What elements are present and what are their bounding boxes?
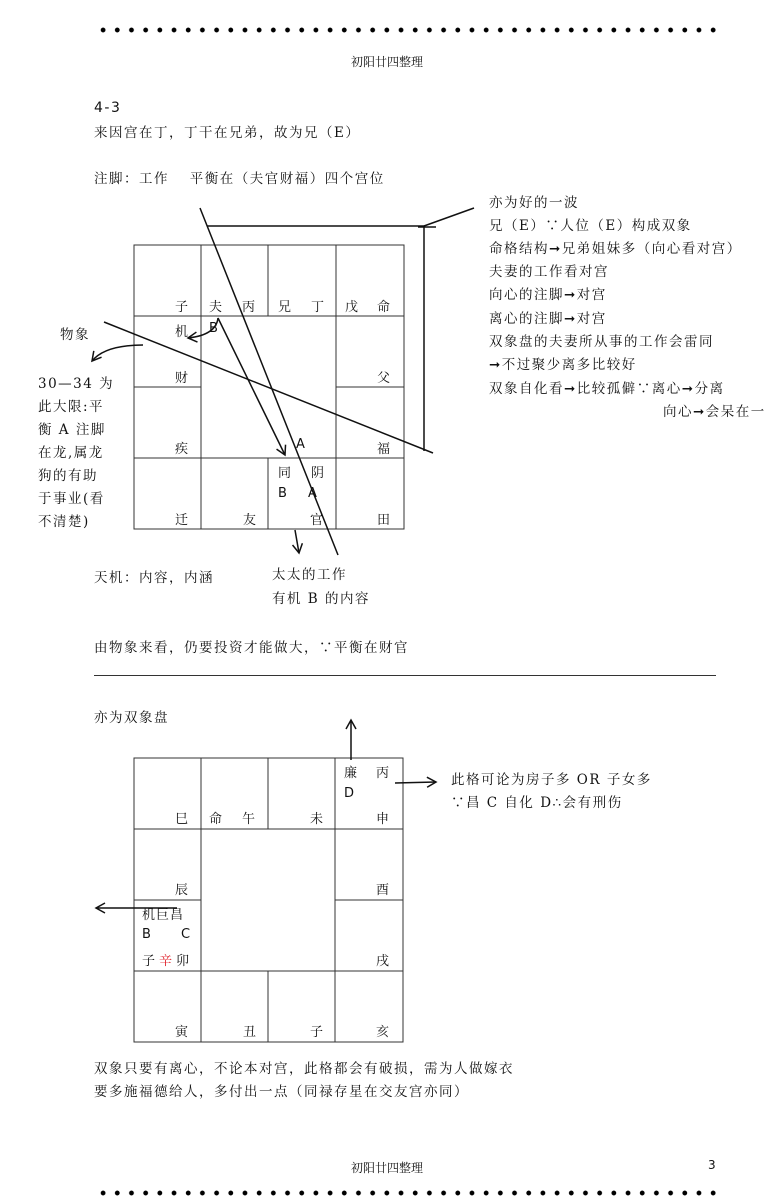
diagonal-line	[104, 322, 433, 453]
header-title: 初阳廿四整理	[350, 55, 423, 69]
palace-label: 财	[175, 371, 189, 386]
palace-label: 丑	[243, 1025, 257, 1040]
conclusion-1: 由物象来看，仍要投资才能做大，∵平衡在财官	[94, 640, 409, 656]
star-label: 同	[278, 466, 292, 481]
section-number: 4-3	[94, 100, 122, 116]
palace-label: 子	[175, 300, 189, 315]
chart-1-annotations	[92, 208, 474, 555]
diagonal-line	[200, 208, 338, 555]
dotted-border-top	[96, 26, 720, 34]
left-note-line: 不清楚)	[38, 514, 90, 530]
mark-label: B	[209, 321, 218, 336]
palace-label: 田	[377, 513, 391, 528]
left-note-line: 狗的有助	[38, 468, 98, 484]
palace-label: 友	[243, 513, 257, 528]
tianji-note: 天机：内容，内涵	[94, 570, 214, 586]
section-2-heading: 亦为双象盘	[94, 710, 169, 726]
stem-label: 丙	[242, 300, 256, 315]
palace-label: 戌	[376, 954, 390, 969]
palace-label: 卯	[176, 954, 190, 969]
page-number: 3	[708, 1158, 716, 1172]
arrow-line	[295, 530, 299, 553]
chart-2-grid	[134, 758, 403, 1042]
palace-label: 子	[310, 1025, 324, 1040]
palace-label: 亥	[376, 1025, 390, 1040]
star-label: 阴	[311, 466, 325, 481]
palace-label: 迁	[175, 513, 189, 528]
paragraph-line-1: 来因宫在丁，丁干在兄弟，故为兄（E）	[94, 125, 361, 141]
left-note-line: 衡 A 注脚	[38, 422, 106, 438]
mark-label: A	[308, 486, 317, 501]
note-line: 向心的注脚➞对宫	[489, 287, 607, 303]
note-line: 命格结构➞兄弟姐妹多（向心看对宫）	[489, 241, 742, 257]
arrow-right	[395, 782, 436, 783]
left-note-line: 在龙,属龙	[38, 445, 104, 461]
mark-label: A	[296, 437, 305, 452]
note-line: ➞不过聚少离多比较好	[489, 357, 637, 373]
mark-label: B	[142, 927, 151, 942]
left-note-line: 此大限:平	[38, 399, 105, 415]
conclusion-2-line: 双象只要有离心，不论本对宫，此格都会有破损，需为人做嫁衣	[94, 1061, 514, 1077]
wuxiang-label: 物象	[60, 327, 90, 343]
palace-label: 福	[377, 442, 391, 457]
chart-1-grid	[134, 245, 404, 529]
footer-title: 初阳廿四整理	[350, 1161, 423, 1175]
stem-label: 辛	[159, 954, 173, 969]
section-divider	[94, 675, 716, 676]
note-line: 夫妻的工作看对宫	[489, 264, 609, 280]
note-line: 双象自化看➞比较孤僻∵离心➞分离	[489, 381, 725, 397]
note-line: 双象盘的夫妻所从事的工作会雷同	[489, 334, 714, 350]
star-label: 机巨昌	[142, 908, 185, 923]
conclusion-2-line: 要多施福德给人，多付出一点（同禄存星在交友宫亦同）	[94, 1084, 469, 1100]
palace-label: 巳	[175, 812, 189, 827]
palace-label: 兄	[278, 300, 292, 315]
palace-label: 寅	[175, 1025, 189, 1040]
left-note-line: 30—34 为	[38, 376, 115, 392]
note-line: 向心➞会呆在一	[663, 404, 766, 420]
palace-label: 子	[142, 954, 156, 969]
note-line: 此格可论为房子多 OR 子女多	[451, 772, 652, 788]
palace-label: 官	[310, 513, 324, 528]
paragraph-line-2: 注脚：工作 平衡在（夫官财福）四个宫位	[94, 171, 385, 187]
mark-label: C	[181, 927, 191, 942]
stem-label: 丁	[311, 300, 325, 315]
dotted-border-bottom	[96, 1189, 720, 1197]
wife-note-line: 有机 B 的内容	[272, 591, 371, 607]
palace-label: 疾	[175, 442, 189, 457]
star-label: 廉	[344, 766, 358, 781]
palace-label: 父	[377, 371, 391, 386]
bracket-line	[207, 226, 424, 451]
note-line: 亦为好的一波	[489, 195, 579, 211]
note-line: 兄（E）∵人位（E）构成双象	[489, 218, 692, 234]
arrow-line	[218, 318, 285, 455]
note-line: ∵昌 C 自化 D∴会有刑伤	[451, 795, 623, 811]
wife-note-line: 太太的工作	[272, 567, 347, 583]
mark-label: D	[344, 786, 355, 801]
palace-label: 申	[376, 812, 390, 827]
palace-label: 酉	[376, 883, 390, 898]
palace-label: 命	[209, 812, 223, 827]
mark-label: B	[278, 486, 287, 501]
palace-label: 夫	[209, 300, 223, 315]
palace-label: 命	[377, 300, 391, 315]
arrow-curve	[92, 345, 143, 361]
note-line: 离心的注脚➞对宫	[489, 311, 607, 327]
palace-label: 辰	[175, 883, 189, 898]
stem-label: 丙	[376, 766, 390, 781]
left-note-line: 于事业(看	[38, 491, 105, 507]
star-label: 机	[175, 325, 189, 340]
stem-label: 戊	[345, 300, 359, 315]
palace-label: 未	[310, 812, 324, 827]
palace-label: 午	[242, 812, 256, 827]
